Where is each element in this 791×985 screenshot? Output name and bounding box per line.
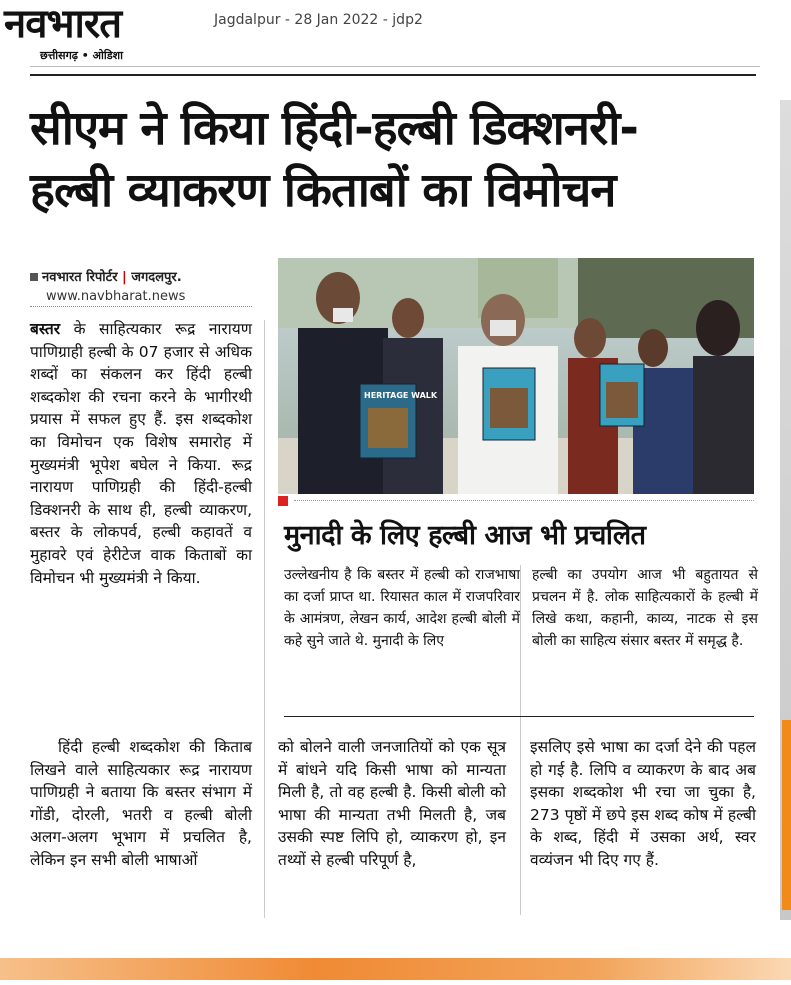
bottom-color-strip [0,958,791,980]
top-rule [30,74,756,76]
sub-headline: मुनादी के लिए हल्बी आज भी प्रचलित [284,520,646,551]
article-paragraph-2: हिंदी हल्बी शब्दकोश की किताब लिखने वाले साहित्यकार रूद्र नारायण पाणिग्रही ने बताया कि बस्तर संभाग में गोंडी, दोरली, भतरी व हल्बी बोली अलग-अलग भूभाग में प्रचलित है, लेकिन इन सभी बोली भाषाओं [30,738,252,869]
sidebar-column-b: हल्बी का उपयोग आज भी बहुतायत से प्रचलन में है. लोक साहित्यकारों के हल्बी में लिखे कथा, कहानी, काव्य, नाटक से इस बोली का साहित्य संसार बस्तर में समृद्ध है. [532,567,758,649]
article-column-middle: को बोलने वाली जनजातियों को एक सूत्र में बांधने यदि किसी भाषा को मान्यता मिली है, तो वह हल्बी है. किसी बोली को भाषा की मान्यता तभी मिलती है, जब उसकी स्पष्ट लिपि हो, व्याकरण हो, इन तथ्यों से हल्बी परिपूर्ण है, [278,738,506,869]
article-lead-paragraph [30,318,252,589]
news-photo [278,258,754,494]
byline [30,267,182,285]
sidebar-column-a: उल्लेखनीय है कि बस्तर में हल्बी को राजभाषा का दर्जा प्राप्त था. रियासत काल में राजपरिवार के आमंत्रण, लेखन कार्य, आदेश हल्बी बोली में कहे सुने जाते थे. मुनादी के लिए [284,567,520,649]
lead-bold-word: बस्तर [30,320,61,338]
top-strip [30,58,760,67]
newspaper-logo: नवभारत [4,1,122,47]
headline [30,98,770,222]
byline-place: जगदलपुर. [131,270,182,285]
edition-label: छत्तीसगढ़ • ओडिशा [40,49,123,62]
lead-text: के साहित्यकार रूद्र नारायण पाणिग्राही हल्बी के 07 हजार से अधिक शब्दों का संकलन कर हिंदी हल्बी शब्दकोश की रचना करने के भागीरथी प्रयास में सफल हुए हैं. इस शब्दकोश का विमोचन एक विशेष समारोह में मुख्यमंत्री भूपेश बघेल ने किया. रूद्र नारायण पाणिग्रही की हिंदी-हल्बी डिक्शनरी के साथ ही, हल्बी व्याकरण, बस्तर के लोकपर्व, हल्बी कहावतें व मुहावरे एवं हेरीटेज वाक किताबों का विमोचन भी मुख्यमंत्री ने किया. [30,320,252,587]
column-divider-2 [520,565,521,915]
byline-separator: | [122,270,127,285]
photo-illustration [278,258,754,494]
column-divider [264,320,265,918]
sidebar-bottom-rule [284,716,754,717]
headline-line-1: सीएम ने किया हिंदी-हल्बी डिक्शनरी- [30,101,638,156]
book-cover-title: HERITAGE WALK [364,391,438,400]
photo-rule [294,500,754,501]
photo-red-marker [278,496,288,506]
website-url: www.navbharat.news [46,289,186,304]
byline-reporter: नवभारत रिपोर्टर [42,270,118,285]
article-column-right: इसलिए इसे भाषा का दर्जा देने की पहल हो गई है. लिपि व व्याकरण के बाद अब इसका शब्दकोश भी रचा जा चुका है, 273 पृष्ठों में छपे इस शब्द कोष में हल्बी के शब्द, हिंदी में उसका अर्थ, स्वर वव्यंजन भी दिए गए हैं. [530,738,756,869]
masthead [0,0,200,66]
adjacent-ad-edge [782,720,791,910]
headline-line-2: हल्बी व्याकरण किताबों का विमोचन [30,163,616,218]
byline-square-icon [30,273,38,281]
byline-rule [30,306,252,307]
dateline: Jagdalpur - 28 Jan 2022 - jdp2 [214,12,423,28]
